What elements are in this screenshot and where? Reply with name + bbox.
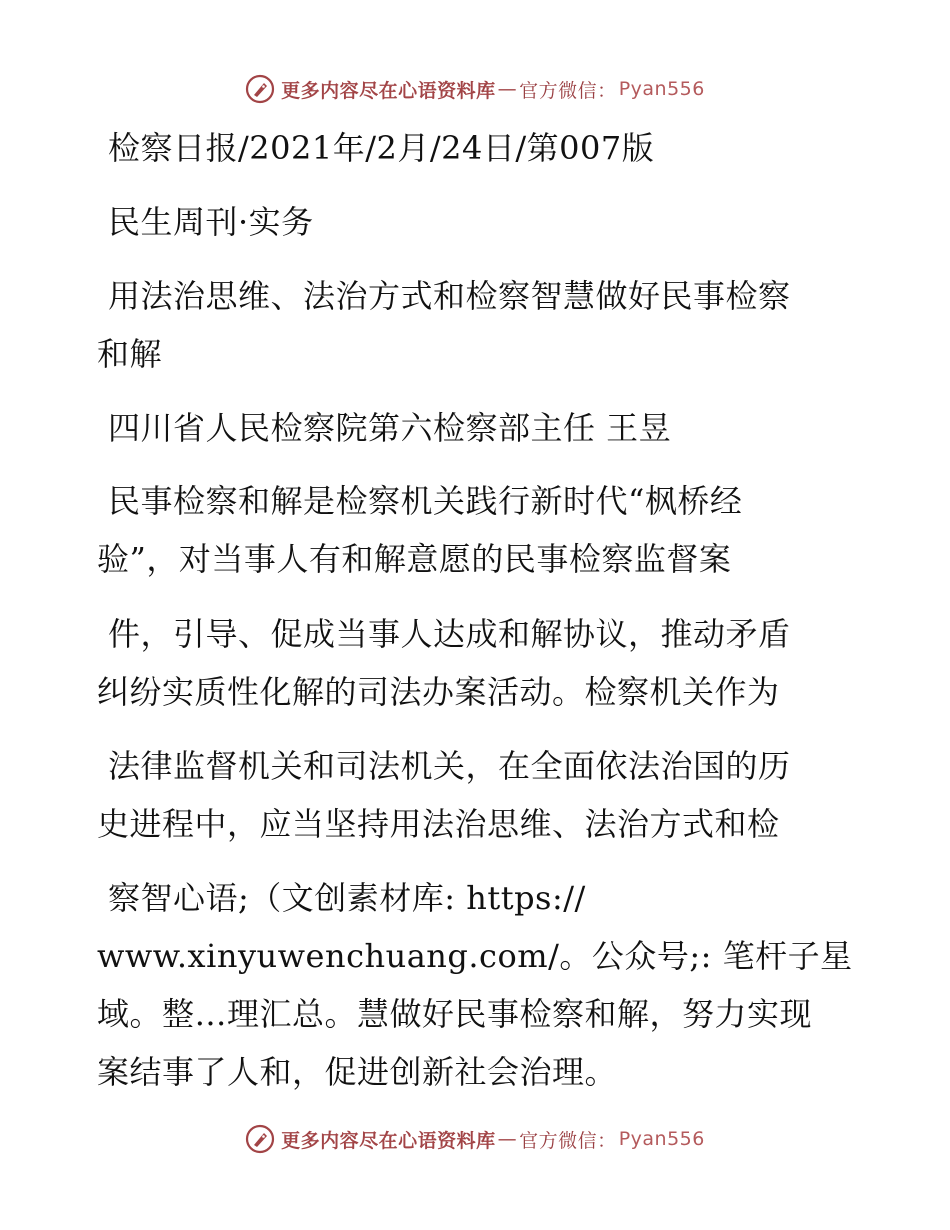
- author-line: 四川省人民检察院第六检察部主任 王昱: [108, 409, 672, 447]
- watermark-main-text: 更多内容尽在心语资料库: [281, 79, 496, 102]
- body-line: 民事检察和解是检察机关践行新时代“枫桥经: [108, 482, 743, 520]
- pen-nib-circle-icon: [245, 1124, 275, 1154]
- source-line: 检察日报/2021年/2月/24日/第007版: [108, 129, 655, 167]
- body-line: 察智心语;（文创素材库: https://: [108, 879, 586, 917]
- body-line: 验”，对当事人有和解意愿的民事检察监督案: [97, 540, 732, 578]
- watermark-banner-top: [0, 74, 950, 104]
- body-line: 史进程中，应当坚持用法治思维、法治方式和检: [97, 805, 780, 843]
- article-title-line-1: 用法治思维、法治方式和检察智慧做好民事检察: [108, 277, 791, 315]
- watermark-account: Pyan556: [618, 1128, 705, 1150]
- body-line: 域。整…理汇总。慧做好民事检察和解，努力实现: [97, 995, 813, 1033]
- watermark-sub-text: 官方微信：: [519, 1129, 617, 1152]
- column-name: 民生周刊·实务: [108, 203, 314, 241]
- body-line-url: www.xinyuwenchuang.com/。公众号;: 笔杆子星: [97, 937, 853, 975]
- body-line: 件，引导、促成当事人达成和解协议，推动矛盾: [108, 615, 791, 653]
- watermark-banner-bottom: [0, 1124, 950, 1154]
- body-line: 案结事了人和，促进创新社会治理。: [97, 1053, 618, 1091]
- watermark-separator: —: [497, 1128, 518, 1150]
- watermark-sub-text: 官方微信：: [519, 79, 617, 102]
- watermark-account: Pyan556: [618, 78, 705, 100]
- watermark-separator: —: [497, 78, 518, 100]
- watermark-main-text: 更多内容尽在心语资料库: [281, 1129, 496, 1152]
- pen-nib-circle-icon: [245, 74, 275, 104]
- body-line: 纠纷实质性化解的司法办案活动。检察机关作为: [97, 673, 780, 711]
- body-line: 法律监督机关和司法机关，在全面依法治国的历: [108, 747, 791, 785]
- article-title-line-2: 和解: [97, 335, 163, 373]
